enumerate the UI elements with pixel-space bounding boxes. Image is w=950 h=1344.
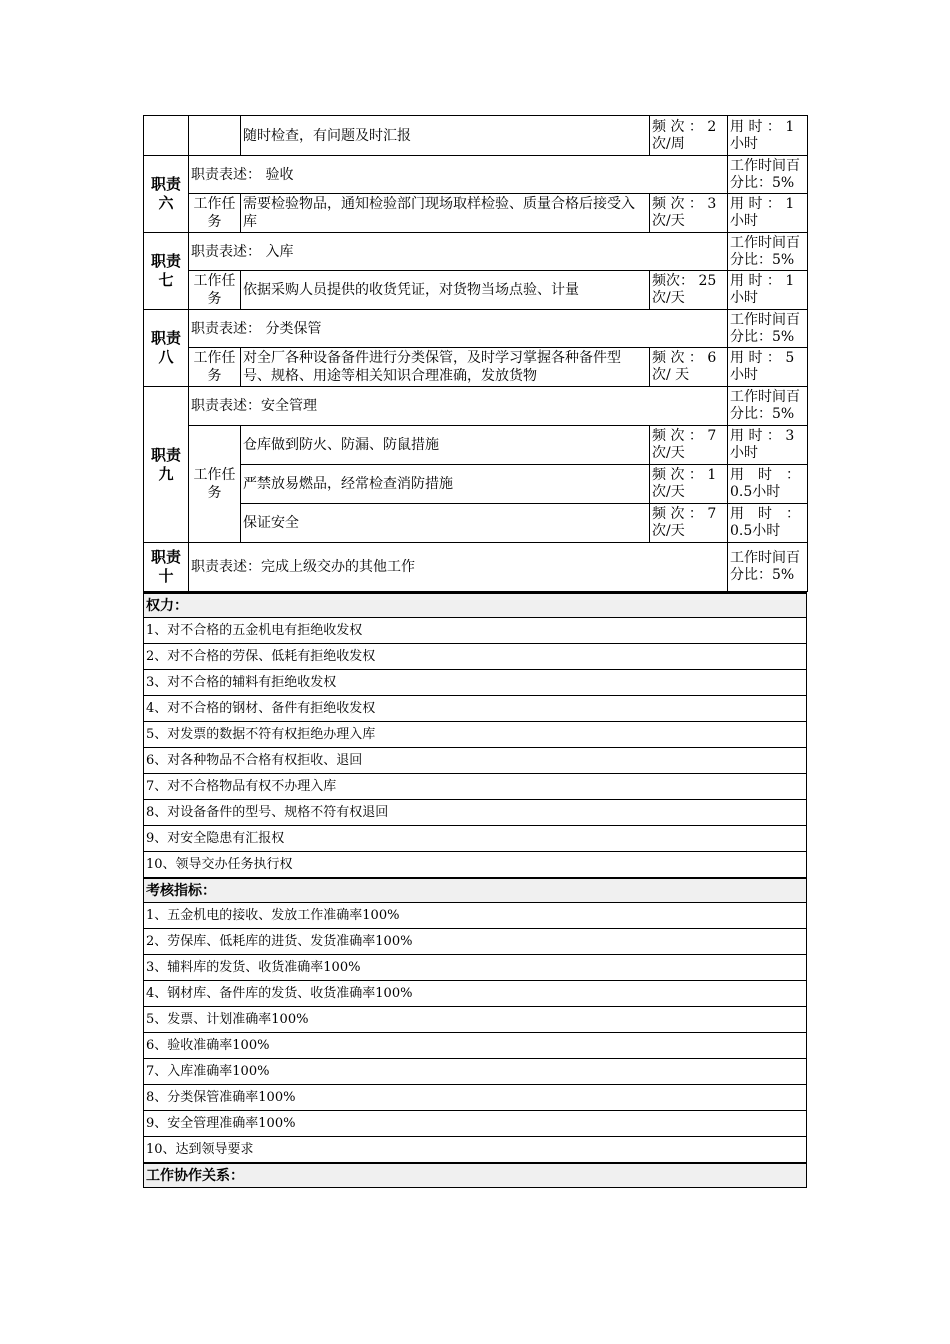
- kpi-item: 6、验收准确率100%: [144, 1033, 807, 1059]
- frequency-text: 频 次 ： 6次/ 天: [650, 348, 728, 387]
- list-item: [144, 1085, 807, 1111]
- power-item: 5、对发票的数据不符有权拒绝办理入库: [144, 722, 807, 748]
- duty-statement: 职责表述： 分类保管: [189, 310, 728, 348]
- duty7-task-row: [144, 271, 808, 310]
- kpi-item: 4、钢材库、备件库的发货、收货准确率100%: [144, 981, 807, 1007]
- kpi-item: 10、达到领导要求: [144, 1137, 807, 1164]
- collab-header-row: [144, 1163, 807, 1188]
- duties-table: [143, 115, 808, 592]
- power-item: 10、领导交办任务执行权: [144, 852, 807, 879]
- power-item: 9、对安全隐患有汇报权: [144, 826, 807, 852]
- task-label: 工作任务: [189, 271, 241, 310]
- list-item: [144, 955, 807, 981]
- kpi-item: 7、入库准确率100%: [144, 1059, 807, 1085]
- list-item: [144, 1059, 807, 1085]
- list-item: [144, 852, 807, 879]
- kpi-item: 5、发票、计划准确率100%: [144, 1007, 807, 1033]
- task-text: 严禁放易燃品，经常检查消防措施: [241, 465, 650, 504]
- list-item: [144, 670, 807, 696]
- duty-statement: 职责表述：完成上级交办的其他工作: [189, 543, 728, 592]
- list-item: [144, 929, 807, 955]
- hours-text: 用 时 ： 3小时: [728, 426, 808, 465]
- duty-statement: 职责表述： 入库: [189, 233, 728, 271]
- hours-text: 用 时 ： 1小时: [728, 116, 808, 156]
- list-item: [144, 696, 807, 722]
- power-item: 2、对不合格的劳保、低耗有拒绝收发权: [144, 644, 807, 670]
- kpi-item: 8、分类保管准确率100%: [144, 1085, 807, 1111]
- power-item: 1、对不合格的五金机电有拒绝收发权: [144, 618, 807, 644]
- duty7-statement-row: [144, 233, 808, 271]
- list-item: [144, 644, 807, 670]
- duty-label: 职责十: [144, 543, 189, 592]
- power-item: 7、对不合格物品有权不办理入库: [144, 774, 807, 800]
- hours-text: 用 时 ：0.5小时: [728, 465, 808, 504]
- duty5-task-row: [144, 116, 808, 156]
- task-label: 工作任务: [189, 194, 241, 233]
- duty6-task-row: [144, 194, 808, 233]
- time-percentage: 工作时间百分比：5%: [728, 387, 808, 426]
- list-item: [144, 1111, 807, 1137]
- list-item: [144, 800, 807, 826]
- kpi-item: 3、辅料库的发货、收货准确率100%: [144, 955, 807, 981]
- list-item: [144, 1033, 807, 1059]
- time-percentage: 工作时间百分比：5%: [728, 310, 808, 348]
- power-item: 4、对不合格的钢材、备件有拒绝收发权: [144, 696, 807, 722]
- list-item: [144, 774, 807, 800]
- duty-label: 职责七: [144, 233, 189, 310]
- hours-text: 用 时 ： 1小时: [728, 271, 808, 310]
- list-item: [144, 903, 807, 929]
- time-percentage: 工作时间百分比：5%: [728, 543, 808, 592]
- duty5-task-label-cell: [189, 116, 241, 156]
- frequency-text: 频 次 ： 2次/周: [650, 116, 728, 156]
- hours-text: 用 时 ：0.5小时: [728, 504, 808, 543]
- task-text: 需要检验物品，通知检验部门现场取样检验、质量合格后接受入库: [241, 194, 650, 233]
- duty-statement: 职责表述： 验收: [189, 156, 728, 194]
- kpi-item: 2、劳保库、低耗库的进货、发货准确率100%: [144, 929, 807, 955]
- kpi-item: 9、安全管理准确率100%: [144, 1111, 807, 1137]
- task-text: 保证安全: [241, 504, 650, 543]
- time-percentage: 工作时间百分比：5%: [728, 233, 808, 271]
- duty9-task-row: [144, 504, 808, 543]
- duty5-label-cell: [144, 116, 189, 156]
- frequency-text: 频 次 ： 7次/天: [650, 426, 728, 465]
- frequency-text: 频 次 ： 7次/天: [650, 504, 728, 543]
- section-title: 工作协作关系：: [144, 1163, 807, 1188]
- task-text: 对全厂各种设备备件进行分类保管，及时学习掌握各种备件型号、规格、用途等相关知识合理准确，发放货物: [241, 348, 650, 387]
- frequency-text: 频 次 ： 1次/天: [650, 465, 728, 504]
- kpis-header-row: [144, 878, 807, 903]
- list-item: [144, 1007, 807, 1033]
- duty-statement: 职责表述：安全管理: [189, 387, 728, 426]
- hours-text: 用 时 ： 5小时: [728, 348, 808, 387]
- power-item: 6、对各种物品不合格有权拒收、退回: [144, 748, 807, 774]
- duty-label: 职责八: [144, 310, 189, 387]
- task-text: 依据采购人员提供的收货凭证，对货物当场点验、计量: [241, 271, 650, 310]
- task-label: 工作任务: [189, 426, 241, 543]
- list-item: [144, 722, 807, 748]
- frequency-text: 频次： 25次/天: [650, 271, 728, 310]
- hours-text: 用 时 ： 1小时: [728, 194, 808, 233]
- section-title: 权力：: [144, 593, 807, 618]
- duty9-statement-row: [144, 387, 808, 426]
- task-label: 工作任务: [189, 348, 241, 387]
- list-item: [144, 1137, 807, 1164]
- list-item: [144, 748, 807, 774]
- power-item: 8、对设备备件的型号、规格不符有权退回: [144, 800, 807, 826]
- list-item: [144, 981, 807, 1007]
- duty-label: 职责九: [144, 387, 189, 543]
- kpi-item: 1、五金机电的接收、发放工作准确率100%: [144, 903, 807, 929]
- duty8-statement-row: [144, 310, 808, 348]
- power-item: 3、对不合格的辅料有拒绝收发权: [144, 670, 807, 696]
- duty8-task-row: [144, 348, 808, 387]
- duty-label: 职责六: [144, 156, 189, 233]
- frequency-text: 频 次 ： 3次/天: [650, 194, 728, 233]
- duty9-task-row: [144, 426, 808, 465]
- duty10-statement-row: [144, 543, 808, 592]
- section-title: 考核指标：: [144, 878, 807, 903]
- duty6-statement-row: [144, 156, 808, 194]
- duty9-task-row: [144, 465, 808, 504]
- time-percentage: 工作时间百分比：5%: [728, 156, 808, 194]
- task-text: 仓库做到防火、防漏、防鼠措施: [241, 426, 650, 465]
- list-item: [144, 618, 807, 644]
- task-text: 随时检查，有问题及时汇报: [241, 116, 650, 156]
- job-description-sheet: [143, 115, 807, 1188]
- powers-table: [143, 592, 807, 1188]
- powers-header-row: [144, 593, 807, 618]
- list-item: [144, 826, 807, 852]
